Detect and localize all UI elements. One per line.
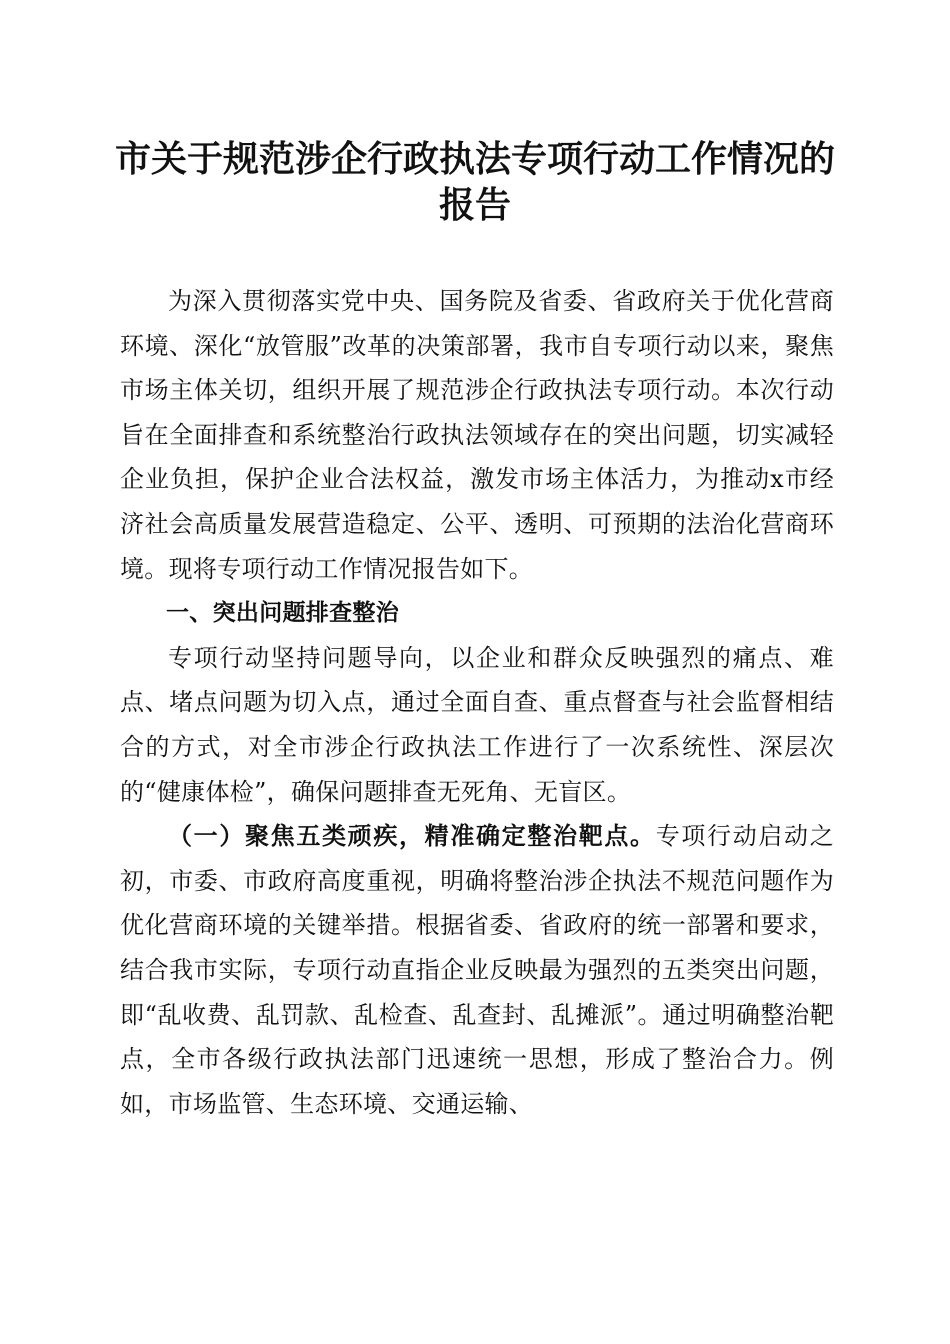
intro-paragraph: 为深入贯彻落实党中央、国务院及省委、省政府关于优化营商环境、深化“放管服”改革的决策部署，我市自专项行动以来，聚焦市场主体关切，组织开展了规范涉企行政执法专项行动。本次行动旨在全面排查和系统整治行政执法领域存在的突出问题，切实减轻企业负担，保护企业合法权益，激发市场主体活力，为推动x市经济社会高质量发展营造稳定、公平、透明、可预期的法治化营商环境。现将专项行动工作情况报告如下。: [120, 287, 834, 583]
section-1-paragraph: 专项行动坚持问题导向，以企业和群众反映强烈的痛点、难点、堵点问题为切入点，通过全面自查、重点督查与社会监督相结合的方式，对全市涉企行政执法工作进行了一次系统性、深层次的“健康体检”，确保问题排查无死角、无盲区。: [120, 643, 834, 806]
subsection-1-text: 专项行动启动之初，市委、市政府高度重视，明确将整治涉企执法不规范问题作为优化营商环境的关键举措。根据省委、省政府的统一部署和要求，结合我市实际，专项行动直指企业反映最为强烈的五类突出问题，即“乱收费、乱罚款、乱检查、乱查封、乱摊派”。通过明确整治靶点，全市各级行政执法部门迅速统一思想，形成了整治合力。例如，市场监管、生态环境、交通运输、: [120, 822, 834, 1118]
subsection-1-lead: （一）聚焦五类顽疾，精准确定整治靶点。: [168, 821, 656, 851]
section-1-heading: 一、突出问题排查整治: [166, 600, 399, 627]
subsection-1-paragraph: [120, 814, 834, 1126]
document-title: 市关于规范涉企行政执法专项行动工作情况的报告: [114, 138, 835, 226]
document-body: [120, 279, 834, 1126]
